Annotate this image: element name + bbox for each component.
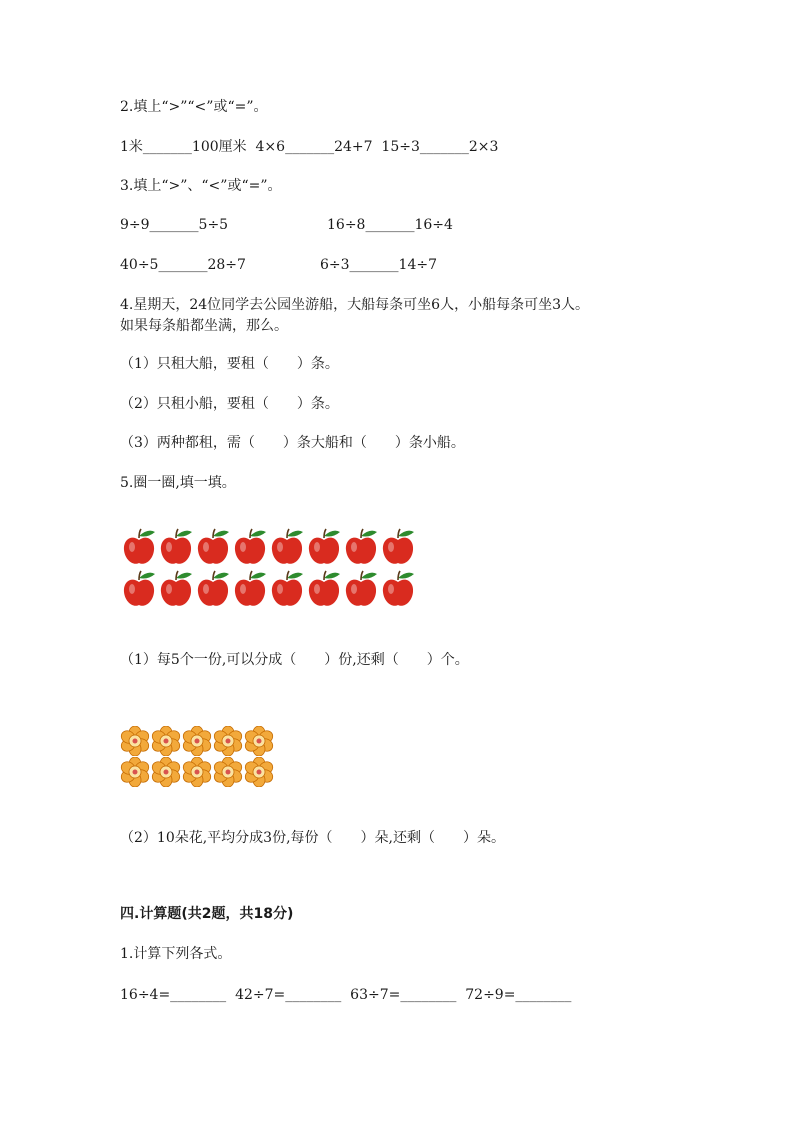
q3-title: 3.填上“>”、“<”或“=”。: [120, 178, 282, 194]
flower-icon: [213, 726, 243, 757]
flower-icon: [151, 726, 181, 757]
q5-sub2: （2）10朵花,平均分成3份,每份（ ）朵,还剩（ ）朵。: [120, 830, 505, 846]
apple-icon: [159, 526, 193, 566]
flower-row: [120, 757, 274, 788]
q4-sub2: （2）只租小船，要租（ ）条。: [120, 396, 339, 412]
apple-icon: [381, 568, 415, 608]
q3-row2-right: 6÷3_______14÷7: [320, 257, 437, 273]
flower-icon: [244, 757, 274, 788]
q4-title-line1: 4.星期天，24位同学去公园坐游船，大船每条可坐6人，小船每条可坐3人。: [120, 297, 589, 313]
apple-icon: [307, 526, 341, 566]
q5-title: 5.圈一圈,填一填。: [120, 475, 236, 491]
q2-title: 2.填上“>”“<”或“=”。: [120, 99, 268, 115]
flower-icon: [213, 757, 243, 788]
apple-icon: [122, 526, 156, 566]
apple-icon: [270, 568, 304, 608]
apple-icon: [196, 526, 230, 566]
apple-icon: [233, 526, 267, 566]
calc-title: 1.计算下列各式。: [120, 946, 232, 962]
apple-icon: [159, 568, 193, 608]
q2-compare-line: 1米_______100厘米 4×6_______24+7 15÷3_______2×3: [120, 139, 499, 155]
apple-icon: [196, 568, 230, 608]
apple-icon: [307, 568, 341, 608]
q3-row1-right: 16÷8_______16÷4: [327, 217, 453, 233]
apple-icon: [381, 526, 415, 566]
flower-icon: [120, 726, 150, 757]
flower-row: [120, 726, 274, 757]
q5-sub1: （1）每5个一份,可以分成（ ）份,还剩（ ）个。: [120, 652, 469, 668]
flower-grid: [120, 726, 274, 788]
apple-row: [122, 526, 422, 566]
apple-icon: [270, 526, 304, 566]
apple-icon: [233, 568, 267, 608]
apple-icon: [344, 568, 378, 608]
flower-icon: [182, 757, 212, 788]
flower-icon: [182, 726, 212, 757]
apple-icon: [122, 568, 156, 608]
flower-icon: [244, 726, 274, 757]
apple-row: [122, 568, 422, 608]
q4-sub1: （1）只租大船，要租（ ）条。: [120, 356, 339, 372]
apple-grid: [122, 526, 422, 610]
apple-icon: [344, 526, 378, 566]
q3-row2-left: 40÷5_______28÷7: [120, 257, 246, 273]
flower-icon: [151, 757, 181, 788]
flower-icon: [120, 757, 150, 788]
part4-heading: 四.计算题(共2题，共18分): [120, 906, 294, 922]
q4-sub3: （3）两种都租，需（ ）条大船和（ ）条小船。: [120, 435, 465, 451]
calc-line: 16÷4=________ 42÷7=________ 63÷7=________ 72÷9=________: [120, 987, 572, 1003]
q4-title-line2: 如果每条船都坐满，那么。: [120, 318, 288, 334]
q3-row1-left: 9÷9_______5÷5: [120, 217, 229, 233]
